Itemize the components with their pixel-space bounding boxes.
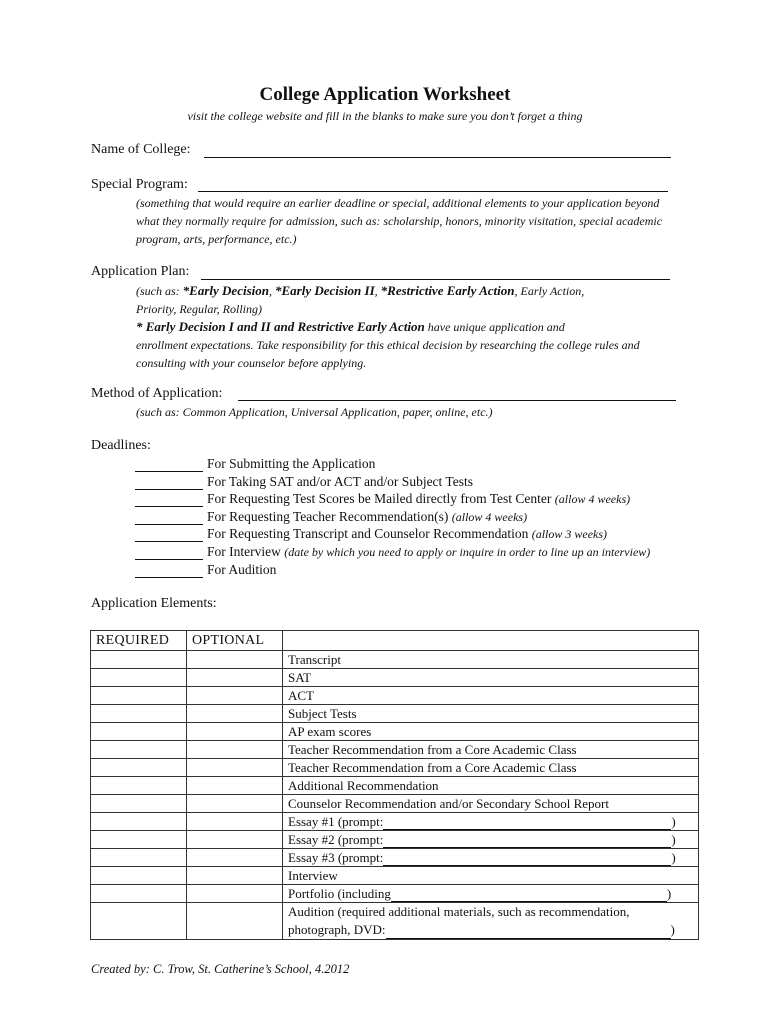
deadline-text: For Requesting Teacher Recommendation(s): [207, 508, 452, 524]
elements-label: Application Elements:: [91, 596, 217, 611]
table-row: [91, 705, 699, 723]
deadline-item: [135, 509, 527, 526]
essay2-blank[interactable]: [383, 835, 671, 848]
deadlines-label: Deadlines:: [91, 438, 151, 453]
optional-cell[interactable]: [187, 831, 283, 849]
deadline-item: [135, 491, 630, 508]
elements-table: [90, 630, 699, 940]
application-plan-blank[interactable]: [201, 279, 670, 280]
item-cell: Interview: [283, 867, 699, 885]
college-name-blank[interactable]: [204, 157, 671, 158]
item-cell: Essay #2 (prompt: ): [283, 831, 699, 849]
item-cell: Essay #1 (prompt: ): [283, 813, 699, 831]
special-program-blank[interactable]: [198, 191, 668, 192]
optional-cell[interactable]: [187, 849, 283, 867]
deadline-date-blank[interactable]: [135, 493, 203, 507]
col-optional: OPTIONAL: [187, 631, 283, 651]
optional-cell[interactable]: [187, 705, 283, 723]
required-cell[interactable]: [91, 867, 187, 885]
essay3-blank[interactable]: [383, 853, 671, 866]
deadline-item: [135, 456, 375, 473]
optional-cell[interactable]: [187, 885, 283, 903]
required-cell[interactable]: [91, 885, 187, 903]
item-cell: Transcript: [283, 651, 699, 669]
method-blank[interactable]: [238, 400, 676, 401]
item-cell: AP exam scores: [283, 723, 699, 741]
table-row: [91, 777, 699, 795]
deadline-text: For Interview: [207, 544, 285, 559]
deadline-text: For Requesting Test Scores be Mailed directly from Test Center: [207, 491, 555, 507]
item-cell: Portfolio (including ): [283, 885, 699, 903]
table-row: [91, 723, 699, 741]
deadline-date-blank[interactable]: [135, 511, 203, 525]
required-cell[interactable]: [91, 741, 187, 759]
deadline-date-blank[interactable]: [135, 458, 203, 472]
application-plan-label: Application Plan:: [91, 264, 190, 279]
method-note: (such as: Common Application, Universal Application, paper, online, etc.): [136, 405, 493, 419]
required-cell[interactable]: [91, 903, 187, 940]
elements-body: [91, 651, 699, 940]
deadline-item: [135, 562, 276, 579]
table-row: [91, 759, 699, 777]
table-row: [91, 669, 699, 687]
optional-cell[interactable]: [187, 759, 283, 777]
item-cell: Subject Tests: [283, 705, 699, 723]
item-cell: ACT: [283, 687, 699, 705]
deadline-item: [135, 474, 473, 491]
optional-cell[interactable]: [187, 651, 283, 669]
deadline-note: (date by which you need to apply or inquire in order to line up an interview): [284, 545, 651, 559]
special-program-note: (something that would require an earlier deadline or special, additional elements to your application beyond what they normally require for admission, such as: scholarship, honors, minority visitation, special academic program, arts, performance, etc.): [136, 196, 663, 246]
deadline-date-blank[interactable]: [135, 476, 203, 490]
optional-cell[interactable]: [187, 867, 283, 885]
deadline-text: For Audition: [207, 561, 277, 577]
item-cell: Additional Recommendation: [283, 777, 699, 795]
col-required: REQUIRED: [91, 631, 187, 651]
page-title: College Application Worksheet: [259, 84, 511, 105]
optional-cell[interactable]: [187, 669, 283, 687]
deadline-date-blank[interactable]: [135, 546, 203, 560]
deadline-item: [135, 544, 650, 561]
required-cell[interactable]: [91, 831, 187, 849]
audition-blank[interactable]: [386, 926, 671, 939]
deadline-note: (allow 4 weeks): [554, 492, 631, 507]
optional-cell[interactable]: [187, 741, 283, 759]
optional-cell[interactable]: [187, 813, 283, 831]
special-program-label: Special Program:: [91, 177, 188, 192]
deadline-note: (allow 3 weeks): [531, 527, 608, 542]
item-cell: Counselor Recommendation and/or Secondary School Report: [283, 795, 699, 813]
table-row: [91, 795, 699, 813]
optional-cell[interactable]: [187, 687, 283, 705]
deadline-text: For Requesting Transcript and Counselor Recommendation: [207, 526, 532, 542]
required-cell[interactable]: [91, 687, 187, 705]
item-cell: SAT: [283, 669, 699, 687]
optional-cell[interactable]: [187, 777, 283, 795]
required-cell[interactable]: [91, 777, 187, 795]
optional-cell[interactable]: [187, 723, 283, 741]
required-cell[interactable]: [91, 705, 187, 723]
table-row: [91, 687, 699, 705]
method-label: Method of Application:: [91, 386, 223, 401]
essay1-blank[interactable]: [383, 817, 671, 830]
item-cell: Teacher Recommendation from a Core Academic Class: [283, 741, 699, 759]
required-cell[interactable]: [91, 849, 187, 867]
table-row: [91, 651, 699, 669]
required-cell[interactable]: [91, 759, 187, 777]
deadline-text: For Taking SAT and/or ACT and/or Subject Tests: [207, 473, 473, 489]
required-cell[interactable]: [91, 813, 187, 831]
item-cell: Teacher Recommendation from a Core Academic Class: [283, 759, 699, 777]
application-plan-note: (such as: *Early Decision, *Early Decision II, *Restrictive Early Action, Early Action, Priority, Regular, Rolling) * Early Decision I and II and Restrictive Early Action have unique application and enrollment expectations. Take responsibility for this ethical decision by researching the college rules and consulting with your counselor before applying.: [136, 283, 640, 370]
table-row: [91, 741, 699, 759]
item-cell: Audition (required additional materials, such as recommendation, photograph, DVD: ): [283, 903, 699, 940]
footer-credit: Created by: C. Trow, St. Catherine’s School, 4.2012: [91, 962, 350, 976]
col-item: [283, 631, 699, 651]
page-subtitle: visit the college website and fill in the blanks to make sure you don’t forget a thing: [187, 109, 583, 123]
table-row: [91, 903, 699, 940]
table-row: [91, 885, 699, 903]
deadline-item: [135, 526, 607, 543]
required-cell[interactable]: [91, 723, 187, 741]
college-name-label: Name of College:: [91, 142, 191, 157]
deadline-note: (allow 4 weeks): [451, 509, 528, 524]
optional-cell[interactable]: [187, 795, 283, 813]
table-row: [91, 831, 699, 849]
item-cell: Essay #3 (prompt: ): [283, 849, 699, 867]
required-cell[interactable]: [91, 651, 187, 669]
table-row: [91, 849, 699, 867]
portfolio-blank[interactable]: [391, 889, 667, 902]
required-cell[interactable]: [91, 669, 187, 687]
table-row: [91, 813, 699, 831]
table-row: [91, 867, 699, 885]
deadline-date-blank[interactable]: [135, 528, 203, 542]
optional-cell[interactable]: [187, 903, 283, 940]
required-cell[interactable]: [91, 795, 187, 813]
deadline-date-blank[interactable]: [135, 564, 203, 578]
deadline-text: For Submitting the Application: [207, 456, 376, 471]
